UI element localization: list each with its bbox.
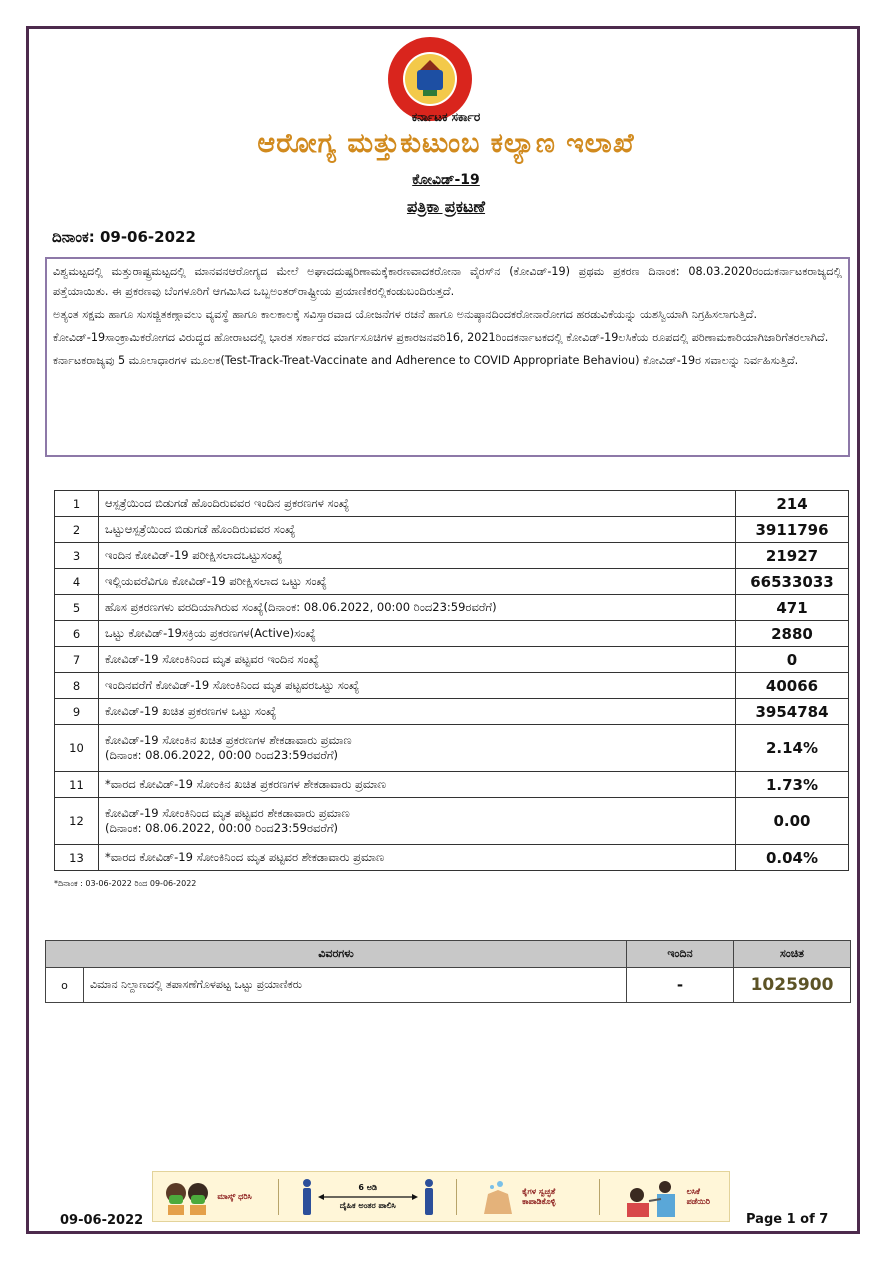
row-value: 471 [736,595,849,621]
banner-divider [599,1179,600,1215]
person-icon [300,1178,314,1216]
row-label: ಕೋವಿಡ್-19 ಖಚಿತ ಪ್ರಕರಣಗಳ ಒಟ್ಟು ಸಂಖ್ಯೆ [99,699,736,725]
row-label: *ವಾರದ ಕೋವಿಡ್-19 ಸೋಂಕಿನ ಖಚಿತ ಪ್ರಕರಣಗಳ ಶೇಕಡಾವಾರು ಪ್ರಮಾಣ [99,772,736,798]
page-current: 1 [786,1212,796,1227]
intro-paragraph: ಕರ್ನಾಟಕರಾಜ್ಯವು 5 ಮೂಲಾಧಾರಗಳ ಮೂಲಕ(Test-Track-Treat-Vaccinate and Adherence to COVID Appropriate Behaviou) ಕೋವಿಡ್-19ರ ಸವಾಲನ್ನು ನಿರ್ವಹಿಸುತ್ತಿದೆ. [53,354,799,367]
table-row [55,517,849,543]
table-row [55,569,849,595]
row-value: 66533033 [736,569,849,595]
intro-paragraph: ವಿಶ್ವಮಟ್ಟದಲ್ಲಿ ಮತ್ತುರಾಷ್ಟ್ರಮಟ್ಟದಲ್ಲಿ ಮಾನವನಆರೋಗ್ಯದ ಮೇಲೆ ಅಘಾದದುಷ್ಪರಿಣಾಮಕ್ಕೆಕಾರಣವಾದಕರೋನಾ ವೈರಸ್‌ನ (ಕೋವಿಡ್-19) ಪ್ರಥಮ ಪ್ರಕರಣ ದಿನಾಂಕ: 08.03.2020ರಂದುಕರ್ನಾಟಕರಾಜ್ಯದಲ್ಲಿ ಪತ್ತೆಯಾಯಿತು. ಈ ಪ್ರಕರಣವು ಬೆಂಗಳೂರಿಗೆ ಆಗಮಿಸಿದ ಒಬ್ಬಅಂತರ್‌ರಾಷ್ಟ್ರೀಯ ಪ್ರಯಾಣಿಕರಲ್ಲಿಕಂಡುಬಂದಿರುತ್ತದೆ. [53,265,842,298]
row-label: ವಿಮಾನ ನಿಲ್ದಾಣದಲ್ಲಿ ತಪಾಸಣೆಗೊಳಪಟ್ಟ ಒಟ್ಟು ಪ್ರಯಾಣಿಕರು [84,968,627,1003]
table-row [55,725,849,772]
row-label-date: (ದಿನಾಂಕ: 08.06.2022, 00:00 ರಿಂದ23:59ರವರೆಗೆ) [105,748,339,762]
table-row [55,595,849,621]
row-number: 12 [55,798,99,845]
intro-paragraph: ಕೋವಿಡ್-19ಸಾಂಕ್ರಾಮಿಕರೋಗದ ವಿರುದ್ಧದ ಹೋರಾಟದಲ್ಲಿ ಭಾರತ ಸರ್ಕಾರದ ಮಾರ್ಗಸೂಚಿಗಳ ಪ್ರಕಾರಜನವರಿ16, 2021ರಿಂದಕರ್ನಾಟಕದಲ್ಲಿ ಕೋವಿಡ್-19ಲಸಿಕೆಯ ರೂಪದಲ್ಲಿ ಪರಿಣಾಮಕಾರಿಯಾಗಿಜಾರಿಗೆತರಲಾಗಿದೆ. [53,331,829,344]
page-of: of [795,1212,820,1227]
mask-item [163,1179,257,1215]
release-date: ದಿನಾಂಕ: 09-06-2022 [52,228,196,246]
government-label: ಕರ್ನಾಟಕ ಸರ್ಕಾರ [411,110,481,124]
row-label: ಒಟ್ಟು ಕೋವಿಡ್-19ಸಕ್ರಿಯ ಪ್ರಕರಣಗಳ(Active)ಸಂಖ್ಯೆ [99,621,736,647]
banner-divider [456,1179,457,1215]
distance-text [318,1183,418,1211]
row-number: 7 [55,647,99,673]
row-bullet: o [46,968,84,1003]
row-value: 1.73% [736,772,849,798]
row-number: 13 [55,845,99,871]
row-number: 9 [55,699,99,725]
press-release-heading: ಪತ್ರಿಕಾ ಪ್ರಕಟಣೆ [406,197,486,216]
row-number: 4 [55,569,99,595]
table-row [55,647,849,673]
page-total: 7 [819,1212,829,1227]
covid-heading: ಕೋವಿಡ್-19 [412,172,480,188]
row-value: 40066 [736,673,849,699]
row-number: 8 [55,673,99,699]
header-details: ವಿವರಗಳು [46,941,627,968]
table-row [55,543,849,569]
page-prefix: Page [746,1212,787,1227]
row-today: - [627,968,734,1003]
mask-faces-icon [163,1179,213,1215]
row-number: 3 [55,543,99,569]
department-title: ಆರೋಗ್ಯ ಮತ್ತುಕುಟುಂಬ ಕಲ್ಯಾಣ ಇಲಾಖೆ [257,128,635,159]
header-today: ಇಂದಿನ [627,941,734,968]
handwash-item [478,1178,578,1216]
vaccine-text: ಲಸಿಕೆ ಪಡೆಯಿರಿ [686,1186,710,1206]
row-label [99,725,736,772]
row-number: 6 [55,621,99,647]
footer-date: 09-06-2022 [60,1213,144,1228]
weekly-footnote: *ದಿನಾಂಕ : 03-06-2022 ರಿಂದ 09-06-2022 [54,879,197,888]
table-row [55,798,849,845]
handwash-text: ಕೈಗಳ ಸ್ವಚ್ಛತೆ ಕಾಪಾಡಿಕೊಳ್ಳಿ [522,1186,556,1206]
row-label: ಇಲ್ಲಿಯವರೆವಿಗೂ ಕೋವಿಡ್-19 ಪರೀಕ್ಷಿಸಲಾದ ಒಟ್ಟು ಸಂಖ್ಯೆ [99,569,736,595]
row-value: 3911796 [736,517,849,543]
row-label: ಒಟ್ಟುಆಸ್ಪತ್ರೆಯಿಂದ ಬಿಡುಗಡೆ ಹೊಂದಿರುವವರ ಸಂಖ್ಯೆ [99,517,736,543]
table-row [55,699,849,725]
distance-item [300,1178,436,1216]
airport-screening-table [45,940,851,1003]
row-number: 5 [55,595,99,621]
table-row [46,968,851,1003]
double-arrow-icon [318,1193,418,1201]
row-label: ಆಸ್ಪತ್ರೆಯಿಂದ ಬಿಡುಗಡೆ ಹೊಂದಿರುವವರ ಇಂದಿನ ಪ್ರಕರಣಗಳ ಸಂಖ್ಯೆ [99,491,736,517]
row-value: 0.04% [736,845,849,871]
table-row [55,772,849,798]
covid-appropriate-behaviour-banner [152,1171,730,1222]
row-value: 21927 [736,543,849,569]
row-label: *ವಾರದ ಕೋವಿಡ್-19 ಸೋಂಕಿನಿಂದ ಮೃತ ಪಟ್ಟವರ ಶೇಕಡಾವಾರು ಪ್ರಮಾಣ [99,845,736,871]
covid-stats-table [54,490,849,871]
row-value: 2880 [736,621,849,647]
row-value: 3954784 [736,699,849,725]
row-label-line: ಕೋವಿಡ್-19 ಸೋಂಕಿನ ಖಚಿತ ಪ್ರಕರಣಗಳ ಶೇಕಡಾವಾರು ಪ್ರಮಾಣ [105,733,352,747]
mask-text: ಮಾಸ್ಕ್ ಧರಿಸಿ [217,1191,252,1201]
distance-feet: 6 ಅಡಿ [358,1182,378,1192]
intro-paragraph: ಅತ್ಯಂತ ಸಕ್ಷಮ ಹಾಗೂ ಸುಸಜ್ಜಿತಕಣ್ಗಾವಲು ವ್ಯವಸ್ಥೆ ಹಾಗೂ ಕಾಲಕಾಲಕ್ಕೆ ಸವಿಸ್ತಾರವಾದ ಯೋಜನೆಗಳ ರಚನೆ ಹಾಗೂ ಅನುಷ್ಠಾನದಿಂದಕರೋನಾರೋಗದ ಹರಡುವಿಕೆಯನ್ನು ಯಶಸ್ವಿಯಾಗಿ ನಿಗ್ರಹಿಸಲಾಗುತ್ತಿದೆ. [53,308,758,321]
vaccine-item [621,1177,719,1217]
vaccination-icon [621,1177,683,1217]
page-number [746,1212,828,1227]
handwash-icon [478,1178,518,1216]
distance-caption: ದೈಹಿಕ ಅಂತರ ಪಾಲಿಸಿ [339,1200,396,1210]
row-total: 1025900 [734,968,851,1003]
banner-divider [278,1179,279,1215]
row-number: 10 [55,725,99,772]
row-label: ಇಂದಿನವರೆಗೆ ಕೋವಿಡ್-19 ಸೋಂಕಿನಿಂದ ಮೃತ ಪಟ್ಟವರಒಟ್ಟು ಸಂಖ್ಯೆ [99,673,736,699]
row-value: 2.14% [736,725,849,772]
row-label: ಕೋವಿಡ್-19 ಸೋಂಕಿನಿಂದ ಮೃತ ಪಟ್ಟವರ ಇಂದಿನ ಸಂಖ್ಯೆ [99,647,736,673]
table-row [55,621,849,647]
row-label: ಹೊಸ ಪ್ರಕರಣಗಳು ವರದಿಯಾಗಿರುವ ಸಂಖ್ಯೆ(ದಿನಾಂಕ: 08.06.2022, 00:00 ರಿಂದ23:59ರವರೆಗೆ) [99,595,736,621]
table-row [55,491,849,517]
table-header-row [46,941,851,968]
row-number: 1 [55,491,99,517]
row-number: 2 [55,517,99,543]
row-label-line: ಕೋವಿಡ್-19 ಸೋಂಕಿನಿಂದ ಮೃತ ಪಟ್ಟವರ ಶೇಕಡಾವಾರು ಪ್ರಮಾಣ [105,806,350,820]
row-value: 0 [736,647,849,673]
row-label: ಇಂದಿನ ಕೋವಿಡ್-19 ಪರೀಕ್ಷಿಸಲಾದಒಟ್ಟುಸಂಖ್ಯೆ [99,543,736,569]
row-number: 11 [55,772,99,798]
header-cumulative: ಸಂಚಿತ [734,941,851,968]
row-value: 0.00 [736,798,849,845]
table-row [55,845,849,871]
intro-box [45,257,850,457]
table-row [55,673,849,699]
row-label [99,798,736,845]
person-icon [422,1178,436,1216]
row-value: 214 [736,491,849,517]
row-label-date: (ದಿನಾಂಕ: 08.06.2022, 00:00 ರಿಂದ23:59ರವರೆಗೆ) [105,821,339,835]
